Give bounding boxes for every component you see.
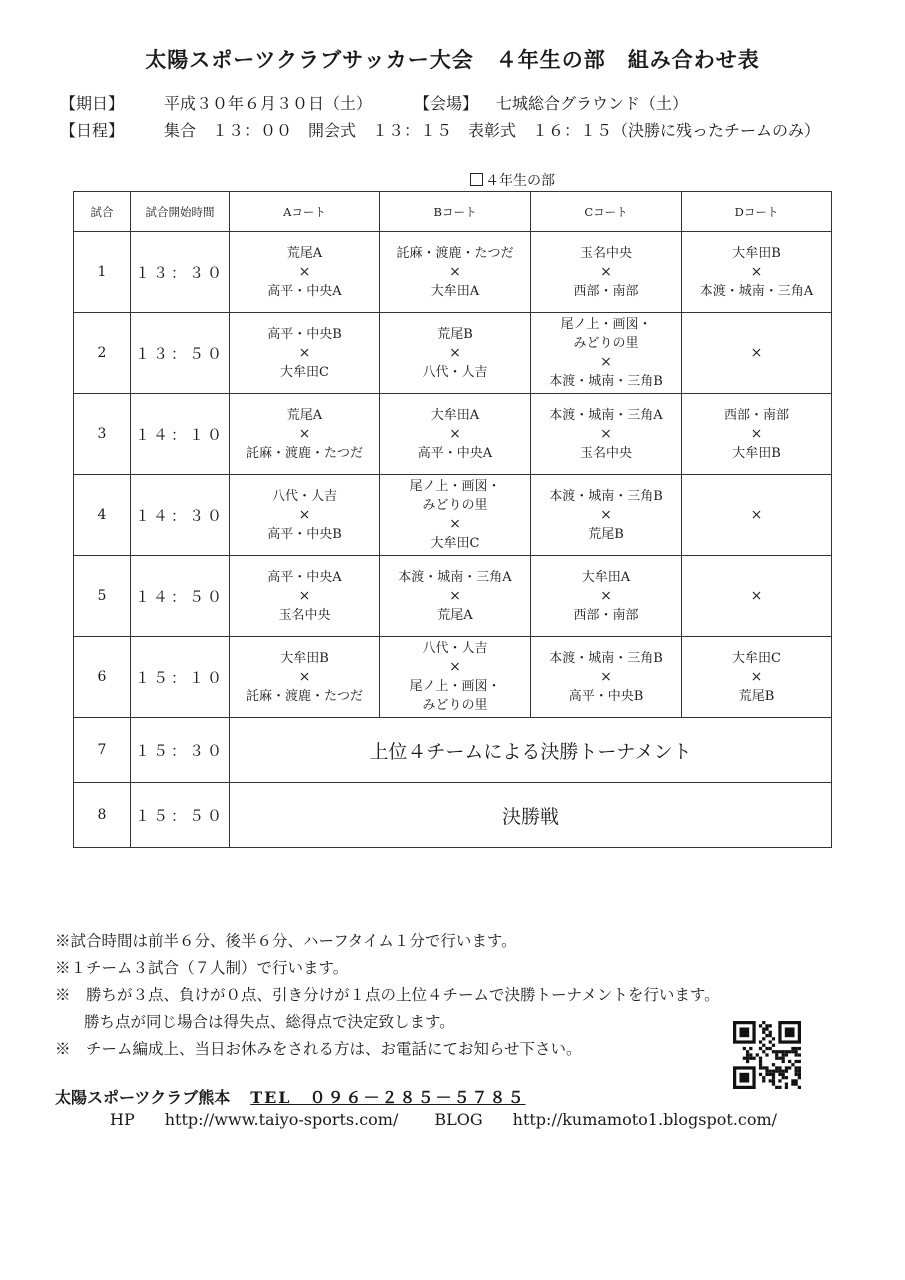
checkbox-square-icon bbox=[470, 173, 483, 186]
away-team: 西部・南部 bbox=[573, 607, 639, 623]
blog-url[interactable]: http://kumamoto1.blogspot.com/ bbox=[512, 1110, 778, 1129]
schedule-label: 【日程】 bbox=[60, 121, 125, 140]
home-team: 尾ノ上・画図・ bbox=[409, 479, 501, 494]
versus-mark: × bbox=[449, 659, 461, 675]
home-team: 本渡・城南・三角A bbox=[398, 569, 512, 585]
away-team: 大牟田B bbox=[732, 445, 781, 461]
qr-code-icon bbox=[733, 1021, 801, 1089]
match-cell-court-c bbox=[531, 313, 682, 394]
versus-mark: × bbox=[750, 668, 763, 685]
match-cell-court-a bbox=[230, 556, 380, 637]
note-line: ※１チーム３試合（７人制）で行います。 bbox=[55, 959, 349, 977]
versus-mark: × bbox=[750, 506, 763, 523]
table-row bbox=[74, 475, 832, 556]
event-description: 上位４チームによる決勝トーナメント bbox=[230, 718, 832, 783]
blog-label: BLOG bbox=[434, 1110, 483, 1129]
venue-label: 【会場】 bbox=[414, 94, 479, 113]
home-team: 大牟田B bbox=[732, 245, 781, 261]
match-cell-court-a bbox=[230, 232, 380, 313]
table-row bbox=[74, 232, 832, 313]
note-line: ※ チーム編成上、当日お休みをされる方は、お電話にてお知らせ下さい。 bbox=[55, 1040, 582, 1058]
match-cell-court-a bbox=[230, 394, 380, 475]
match-cell-court-d bbox=[682, 475, 832, 556]
away-team: 荒尾B bbox=[588, 526, 624, 542]
notes bbox=[55, 928, 720, 1063]
away-team: 高平・中央B bbox=[568, 688, 644, 704]
match-cell-court-b bbox=[380, 394, 531, 475]
table-row bbox=[74, 718, 832, 783]
page-title: 太陽スポーツクラブサッカー大会 ４年生の部 組み合わせ表 bbox=[145, 47, 760, 72]
table-caption bbox=[470, 170, 555, 190]
date-venue-line bbox=[60, 91, 688, 114]
match-cell-court-d bbox=[682, 637, 832, 718]
game-number: 1 bbox=[74, 232, 131, 313]
match-cell-court-a bbox=[230, 637, 380, 718]
versus-mark: × bbox=[298, 344, 311, 361]
phone-number: TEL ０９６－２８５－５７８５ bbox=[250, 1088, 526, 1107]
start-time: １３：３０ bbox=[131, 232, 230, 313]
match-cell-court-d bbox=[682, 394, 832, 475]
home-team: 荒尾B bbox=[437, 326, 473, 342]
home-team: 本渡・城南・三角B bbox=[549, 650, 663, 666]
hp-label: HP bbox=[110, 1110, 135, 1129]
home-team: 西部・南部 bbox=[723, 407, 789, 423]
start-time: １５：１０ bbox=[131, 637, 230, 718]
game-number: 8 bbox=[74, 783, 131, 848]
note-line: ※試合時間は前半６分、後半６分、ハーフタイム１分で行います。 bbox=[55, 932, 517, 950]
home-team: 尾ノ上・画図・ bbox=[560, 317, 652, 332]
match-cell-court-b bbox=[380, 313, 531, 394]
away-team: 高平・中央A bbox=[417, 445, 493, 461]
header-court-a: Aコート bbox=[230, 192, 380, 232]
away-team: 託麻・渡鹿・たつだ bbox=[245, 445, 363, 461]
versus-mark: × bbox=[449, 425, 461, 442]
game-number: 4 bbox=[74, 475, 131, 556]
match-cell-court-d bbox=[682, 556, 832, 637]
match-cell-court-c bbox=[531, 232, 682, 313]
match-cell-court-b bbox=[380, 637, 531, 718]
home-team: 荒尾A bbox=[286, 407, 323, 423]
versus-mark: × bbox=[449, 516, 461, 532]
away-team: みどりの里 bbox=[422, 698, 488, 713]
event-description: 決勝戦 bbox=[230, 783, 832, 848]
home-team: 高平・中央B bbox=[267, 326, 342, 342]
versus-mark: × bbox=[298, 587, 311, 604]
versus-mark: × bbox=[298, 263, 311, 280]
home-team: 大牟田A bbox=[430, 407, 480, 423]
match-cell-court-d bbox=[682, 232, 832, 313]
home-team: みどりの里 bbox=[573, 336, 639, 351]
table-row bbox=[74, 783, 832, 848]
date-label: 【期日】 bbox=[60, 94, 125, 113]
schedule-table bbox=[73, 191, 832, 848]
versus-mark: × bbox=[600, 425, 612, 442]
game-number: 7 bbox=[74, 718, 131, 783]
home-team: 八代・人吉 bbox=[271, 488, 337, 504]
header-court-c: Cコート bbox=[531, 192, 682, 232]
away-team: 荒尾B bbox=[738, 688, 775, 704]
away-team: 託麻・渡鹿・たつだ bbox=[245, 688, 363, 704]
away-team: 玉名中央 bbox=[579, 445, 632, 461]
versus-mark: × bbox=[298, 425, 311, 442]
away-team: 本渡・城南・三角A bbox=[699, 283, 814, 299]
game-number: 5 bbox=[74, 556, 131, 637]
versus-mark: × bbox=[600, 506, 612, 523]
versus-mark: × bbox=[449, 263, 461, 280]
note-line: 勝ち点が同じ場合は得失点、総得点で決定致します。 bbox=[84, 1013, 455, 1031]
versus-mark: × bbox=[750, 263, 763, 280]
versus-mark: × bbox=[750, 344, 763, 361]
away-team: 西部・南部 bbox=[573, 283, 639, 299]
game-number: 3 bbox=[74, 394, 131, 475]
start-time: １４：３０ bbox=[131, 475, 230, 556]
date-value: 平成３０年６月３０日（土） bbox=[164, 94, 373, 113]
venue-value: 七城総合グラウンド（土） bbox=[496, 94, 689, 113]
versus-mark: × bbox=[600, 263, 612, 280]
schedule-line bbox=[60, 118, 820, 141]
home-team: 本渡・城南・三角A bbox=[549, 407, 663, 423]
table-row bbox=[74, 556, 832, 637]
away-team: 大牟田C bbox=[430, 536, 480, 551]
match-cell-court-c bbox=[531, 394, 682, 475]
table-row bbox=[74, 637, 832, 718]
schedule-value: 集合 １３：００ 開会式 １３：１５ 表彰式 １６：１５（決勝に残ったチームのみ） bbox=[164, 121, 821, 140]
versus-mark: × bbox=[600, 668, 612, 685]
home-team: 荒尾A bbox=[286, 245, 323, 261]
away-team: 尾ノ上・画図・ bbox=[409, 679, 501, 694]
away-team: 高平・中央A bbox=[267, 283, 342, 299]
match-cell-court-b bbox=[380, 475, 531, 556]
versus-mark: × bbox=[449, 587, 461, 604]
versus-mark: × bbox=[600, 354, 612, 370]
table-caption-text: ４年生の部 bbox=[485, 173, 555, 189]
note-line: ※ 勝ちが３点、負けが０点、引き分けが１点の上位４チームで決勝トーナメントを行います。 bbox=[55, 986, 720, 1004]
start-time: １４：５０ bbox=[131, 556, 230, 637]
home-team: 八代・人吉 bbox=[422, 641, 488, 656]
versus-mark: × bbox=[750, 425, 763, 442]
versus-mark: × bbox=[600, 587, 612, 604]
away-team: 大牟田C bbox=[280, 364, 329, 380]
versus-mark: × bbox=[298, 506, 311, 523]
header-court-d: Dコート bbox=[682, 192, 832, 232]
match-cell-court-a bbox=[230, 475, 380, 556]
match-cell-court-b bbox=[380, 232, 531, 313]
match-cell-court-b bbox=[380, 556, 531, 637]
versus-mark: × bbox=[750, 587, 763, 604]
away-team: 高平・中央B bbox=[267, 526, 342, 542]
away-team: 荒尾A bbox=[437, 607, 473, 623]
match-cell-court-c bbox=[531, 556, 682, 637]
match-cell-court-c bbox=[531, 475, 682, 556]
home-team: みどりの里 bbox=[422, 498, 488, 513]
links-line bbox=[110, 1110, 777, 1129]
game-number: 2 bbox=[74, 313, 131, 394]
table-header-row bbox=[74, 192, 832, 232]
organizer-name: 太陽スポーツクラブ熊本 bbox=[55, 1088, 231, 1107]
start-time: １４：１０ bbox=[131, 394, 230, 475]
table-row bbox=[74, 394, 832, 475]
table-row bbox=[74, 313, 832, 394]
home-team: 高平・中央A bbox=[267, 569, 342, 585]
home-team: 託麻・渡鹿・たつだ bbox=[396, 245, 514, 261]
header-game: 試合 bbox=[74, 192, 131, 232]
organizer-line bbox=[55, 1085, 526, 1108]
hp-url[interactable]: http://www.taiyo-sports.com/ bbox=[164, 1110, 399, 1129]
home-team: 大牟田B bbox=[280, 650, 329, 666]
home-team: 本渡・城南・三角B bbox=[549, 488, 663, 504]
away-team: 本渡・城南・三角B bbox=[549, 374, 663, 389]
home-team: 玉名中央 bbox=[579, 245, 632, 261]
start-time: １３：５０ bbox=[131, 313, 230, 394]
match-cell-court-c bbox=[531, 637, 682, 718]
header-court-b: Bコート bbox=[380, 192, 531, 232]
versus-mark: × bbox=[298, 668, 311, 685]
away-team: 八代・人吉 bbox=[422, 364, 488, 380]
versus-mark: × bbox=[449, 344, 461, 361]
start-time: １５：３０ bbox=[131, 718, 230, 783]
start-time: １５：５０ bbox=[131, 783, 230, 848]
header-start-time: 試合開始時間 bbox=[131, 192, 230, 232]
away-team: 玉名中央 bbox=[278, 607, 331, 623]
home-team: 大牟田A bbox=[581, 569, 631, 585]
away-team: 大牟田A bbox=[430, 283, 480, 299]
match-cell-court-a bbox=[230, 313, 380, 394]
home-team: 大牟田C bbox=[732, 650, 781, 666]
game-number: 6 bbox=[74, 637, 131, 718]
match-cell-court-d bbox=[682, 313, 832, 394]
